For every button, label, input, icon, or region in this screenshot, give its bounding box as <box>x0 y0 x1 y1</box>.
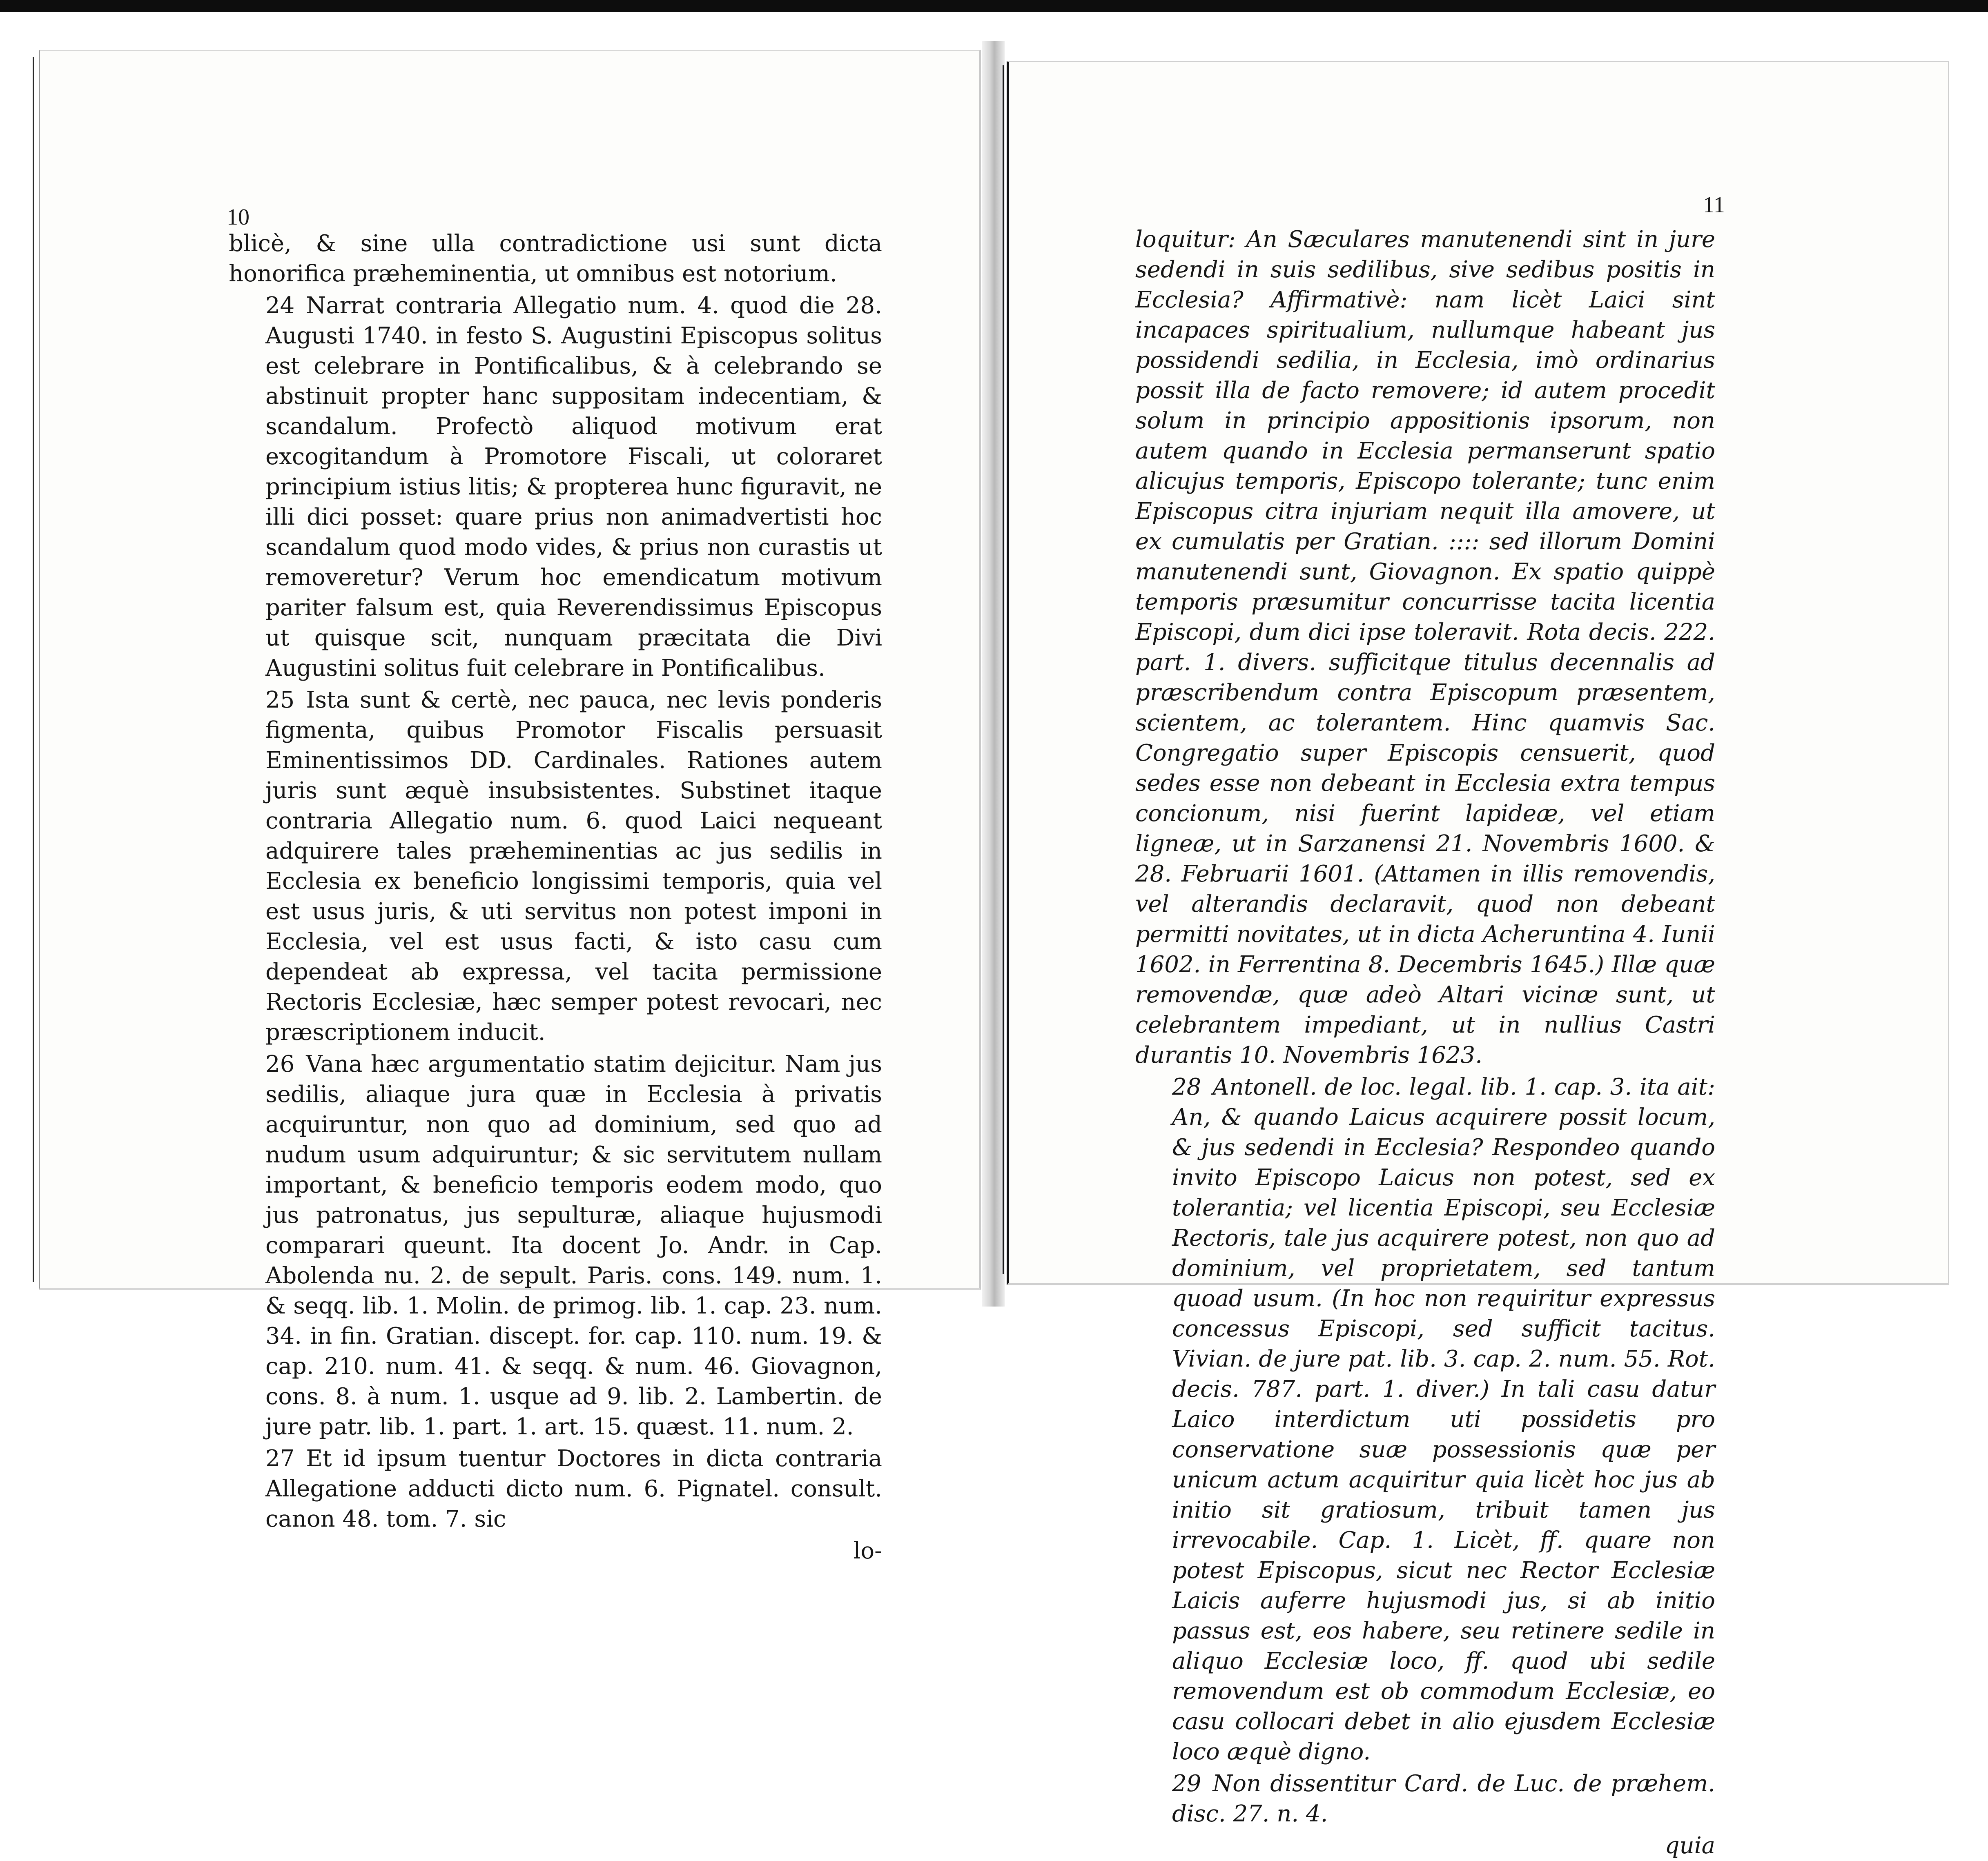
scanner-top-band <box>0 0 1988 12</box>
right-catchword: quia <box>1665 1832 1715 1859</box>
paragraph-text: Antonell. de loc. legal. lib. 1. cap. 3. ita ait: An, & quando Laicus acquirere possit locum, & jus sedendi in Ecclesia? Respondeo quando invito Episcopo Laicus non potest, sed ex tolerantia; vel licentia Episcopi, seu Ecclesiæ Rectoris, tale jus acquirere potest, non quo ad dominium, vel proprietatem, sed tantum quoad usum. (In hoc non requiritur expressus concessus Episcopi, sed sufficit tacitus. Vivian. de jure pat. lib. 3. cap. 2. num. 55. Rot. decis. 787. part. 1. diver.) In tali casu datur Laico interdictum uti possidetis pro conservatione suæ possessionis quæ per unicum actum acquiritur quia licèt hoc jus ab initio sit gratiosum, tribuit tamen jus irrevocabile. Cap. 1. Licèt, ff. quare non potest Episcopus, sicut nec Rector Ecclesiæ Laicis auferre hujusmodi jus, si ab initio passus est, eos habere, seu retinere sedile in aliquo Ecclesiæ loco, ff. quod ubi sedile removendum est ob commodum Ecclesiæ, eo casu collocari debet in alio ejusdem Ecclesiæ loco æquè digno. <box>1172 1074 1715 1765</box>
paragraph-number: 29 <box>1172 1770 1201 1797</box>
paragraph-text: loquitur: An Sæculares manutenendi sint in jure sedendi in suis sedilibus, sive sedibus positis in Ecclesia? Affirmativè: nam licèt Laici sint incapaces spiritualium, nullumque habeant jus possidendi sedilia, in Ecclesia, imò ordinarius possit illa de facto removere; id autem procedit solum in principio appositionis ipsorum, non autem quando in Ecclesia permanserunt spatio alicujus temporis, Episcopo tolerante; tunc enim Episcopus citra injuriam nequit illa amovere, ut ex cumulatis per Gratian. :::: sed illorum Domini manutenendi sunt, Giovagnon. Ex spatio quippè temporis præsumitur concurrisse tacita licentia Episcopi, dum dici ipse toleravit. Rota decis. 222. part. 1. divers. sufficitque titulus decennalis ad præscribendum contra Episcopum præsentem, scientem, ac tolerantem. Hinc quamvis Sac. Congregatio super Episcopis censuerit, quod sedes esse non debeant in Ecclesia extra tempus concionum, nisi fuerint lapideæ, vel etiam ligneæ, ut in Sarzanensi 21. Novembris 1600. & 28. Februarii 1601. (Attamen in illis removendis, vel alterandis declaravit, quod non debeant permitti novitates, ut in dicta Acheruntina 4. Iunii 1602. in Ferrentina 8. Decembris 1645.) Illæ quæ removendæ, quæ adeò Altari vicinæ sunt, ut celebrantem impediant, ut in nullius Castri durantis 10. Novembris 1623. <box>1135 226 1715 1069</box>
left-paragraph <box>229 229 882 289</box>
paragraph-text: Narrat contraria Allegatio num. 4. quod die 28. Augusti 1740. in festo S. Augustini Episcopus solitus est celebrare in Pontificalibus, & à celebrando se abstinuit propter hanc suppositam indecentiam, & scandalum. Profectò aliquod motivum erat excogitandum à Promotore Fiscali, ut coloraret principium istius litis; & propterea hunc figuravit, ne illi dici posset: quare prius non animadvertisti hoc scandalum quod modo vides, & prius non curastis ut removeretur? Verum hoc emendicatum motivum pariter falsum est, quia Reverendissimus Episcopus ut quisque scit, nunquam præcitata die Divi Augustini solitus fuit celebrare in Pontificalibus. <box>265 292 882 681</box>
paragraph-text: blicè, & sine ulla contradictione usi sunt dicta honorifica præheminentia, ut omnibus est notorium. <box>229 230 882 287</box>
left-catchword: lo- <box>853 1538 882 1564</box>
left-paragraph <box>229 291 882 683</box>
left-page-edge <box>33 57 34 1282</box>
left-paragraph <box>229 685 882 1048</box>
right-page-text <box>1135 225 1715 1861</box>
gutter-shadow-line <box>1003 65 1004 1274</box>
paragraph-text: Ista sunt & certè, nec pauca, nec levis ponderis figmenta, quibus Promotor Fiscalis persuasit Eminentissimos DD. Cardinales. Rationes autem juris sunt æquè insubsistentes. Substinet itaque contraria Allegatio num. 6. quod Laici nequeant adquirere tales præheminentias ac jus sedilis in Ecclesia ex beneficio longissimi temporis, quia vel est usus juris, & uti servitus non potest imponi in Ecclesia, vel est usus facti, & isto casu cum dependeat ab expressa, vel tacita permissione Rectoris Ecclesiæ, hæc semper potest revocari, nec præscriptionem inducit. <box>265 687 882 1046</box>
paragraph-text: Non dissentitur Card. de Luc. de præhem. disc. 27. n. 4. <box>1172 1770 1715 1827</box>
paragraph-text: Et id ipsum tuentur Doctores in dicta contraria Allegatione adducti dicto num. 6. Pignatel. consult. canon 48. tom. 7. sic <box>265 1445 882 1532</box>
right-paragraph <box>1135 225 1715 1071</box>
paragraph-number: 25 <box>265 687 295 713</box>
book-gutter <box>982 41 1005 1307</box>
left-paragraph <box>229 1444 882 1534</box>
left-page-text <box>229 229 882 1566</box>
paragraph-number: 28 <box>1172 1074 1201 1100</box>
left-page-number: 10 <box>227 205 250 230</box>
paragraph-number: 26 <box>265 1051 295 1077</box>
paragraph-number: 24 <box>265 292 295 319</box>
right-page-number: 11 <box>1703 192 1725 218</box>
paragraph-number: 27 <box>265 1445 295 1472</box>
paragraph-text: Vana hæc argumentatio statim dejicitur. Nam jus sedilis, aliaque jura quæ in Ecclesia à privatis acquiruntur, non quo ad dominium, sed quo ad nudum usum adquiruntur; & sic servitutem nullam important, & beneficio temporis eodem modo, quo jus patronatus, jus sepulturæ, aliaque hujusmodi comparari queunt. Ita docent Jo. Andr. in Cap. Abolenda nu. 2. de sepult. Paris. cons. 149. num. 1. & seqq. lib. 1. Molin. de primog. lib. 1. cap. 23. num. 34. in fin. Gratian. discept. for. cap. 110. num. 19. & cap. 210. num. 41. & seqq. & num. 46. Giovagnon, cons. 8. à num. 1. usque ad 9. lib. 2. Lambertin. de jure patr. lib. 1. part. 1. art. 15. quæst. 11. num. 2. <box>265 1051 882 1440</box>
left-paragraph <box>229 1049 882 1442</box>
right-paragraph <box>1135 1072 1715 1767</box>
right-paragraph <box>1135 1769 1715 1829</box>
